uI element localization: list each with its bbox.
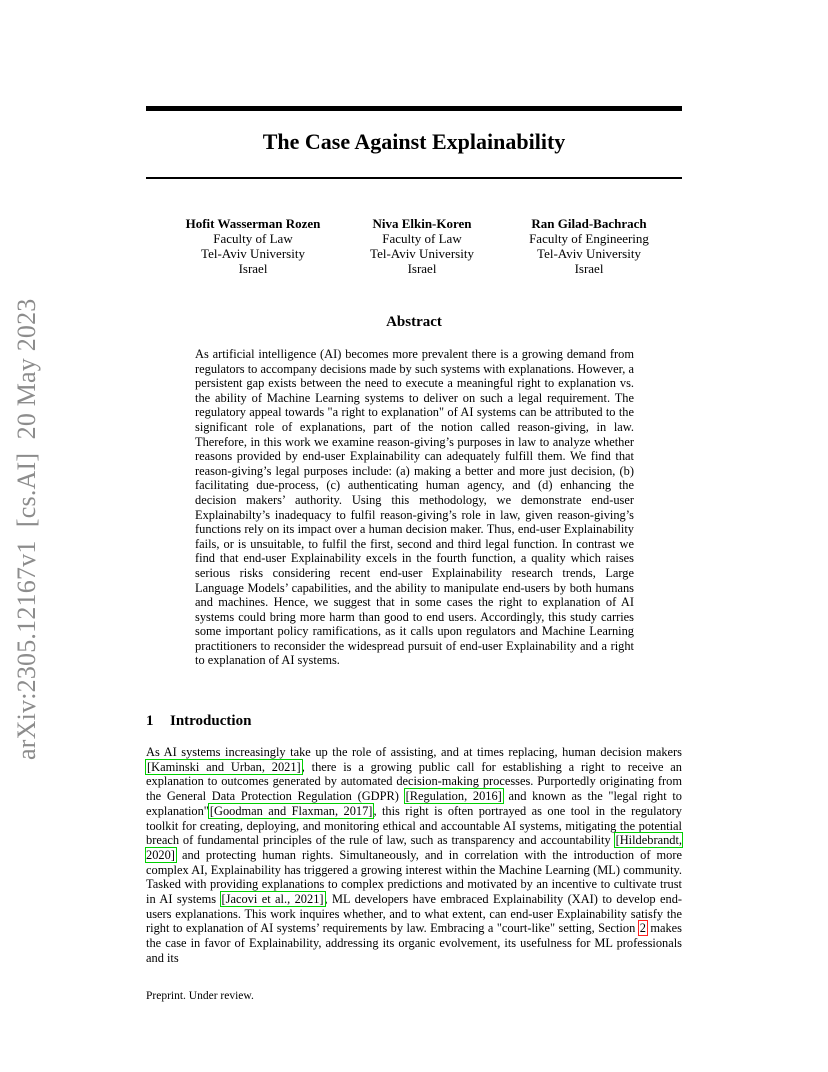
author-name: Hofit Wasserman Rozen xyxy=(185,216,321,231)
author-country: Israel xyxy=(238,261,268,276)
author-university: Tel-Aviv University xyxy=(201,246,305,261)
citation-link[interactable]: [Hildebrandt, 2020] xyxy=(146,833,682,862)
abstract-body: As artificial intelligence (AI) becomes more prevalent there is a growing demand from regulators to accompany decisions made by such systems with explanations. However, a persistent gap exists between the need to execute a meaningful right to explanation vs. the ability of Machine Learning systems to deliver on such a legal requirement. The regulatory appeal towards "a right to explanation" of AI systems can be attributed to the significant role of explanations, part of the notion called reason-giving, in law. Therefore, in this work we examine reason-giving’s purposes in law to analyze whether reasons provided by end-user Explainability can adequately fulfill them. We find that reason-giving’s legal purposes include: (a) making a better and more just decision, (b) facilitating due-process, (c) authenticating human agency, and (d) enhancing the decision makers’ authority. Using this methodology, we demonstrate end-user Explainabilty’s inadequacy to fulfil reason-giving’s role in law, given reason-giving’s functions rely on its impact over a human decision maker. Thus, end-user Explainability fails, or is unsuitable, to fulfil the first, second and third legal function. In contrast we find that end-user Explainability excels in the fourth function, a quality which raises serious risks considering recent end-user Explainability research trends, Large Language Models’ capabilities, and the ability to manipulate end-users by both humans and machines. Hence, we suggest that in some cases the right to explanation of AI systems could bring more harm than good to end users. Accordingly, this study carries some important policy ramifications, as it calls upon regulators and Machine Learning practitioners to reconsider the widespread pursuit of end-user Explainability and a right to explanation of AI systems. xyxy=(195,347,634,668)
intro-text: , ML developers have embraced Explainability (XAI) to develop end-users explanations. This work inquires whether, and to what extent, can end-user Explainability satisfy the right to explanation of AI systems’ requirements by law. Embracing a "court-like" setting, Section xyxy=(146,892,683,936)
arxiv-identifier-stamp[interactable]: arXiv:2305.12167v1 [cs.AI] 20 May 2023 xyxy=(12,298,41,760)
abstract-heading: Abstract xyxy=(386,314,442,330)
intro-text: , there is a growing public call for establishing a right to receive an explanation to outcomes generated by automated decision-making processes. Purportedly originating from the General Data Protection Regulation (GDPR) xyxy=(146,759,682,804)
section-heading-introduction xyxy=(146,713,251,730)
citation-link[interactable]: [Jacovi et al., 2021] xyxy=(221,892,324,907)
intro-text: As AI systems increasingly take up the role of assisting, and at times replacing, human decision makers xyxy=(146,745,682,759)
author-2 xyxy=(352,216,492,276)
author-country: Israel xyxy=(574,261,604,276)
section-number: 1 xyxy=(146,713,154,729)
title-top-rule xyxy=(146,106,682,111)
intro-text: , this right is often portrayed as one tool in the regulatory toolkit for creating, deploying, and monitoring ethical and accountable AI systems, mitigating the potential breach of fundamental principles of the rule of law, such as transparency and accountability xyxy=(146,803,682,848)
author-name: Niva Elkin-Koren xyxy=(372,216,472,231)
author-name: Ran Gilad-Bachrach xyxy=(531,216,647,231)
author-3 xyxy=(506,216,672,276)
citation-link[interactable]: [Kaminski and Urban, 2021] xyxy=(147,759,301,774)
section-reference-link[interactable]: 2 xyxy=(639,921,646,936)
author-university: Tel-Aviv University xyxy=(537,246,641,261)
author-university: Tel-Aviv University xyxy=(370,246,474,261)
citation-link[interactable]: [Goodman and Flaxman, 2017] xyxy=(209,803,373,818)
section-title: Introduction xyxy=(170,713,252,729)
intro-text: makes the case in favor of Explainability, addressing its organic evolvement, its usefulness for ML professionals and its xyxy=(146,921,682,965)
paper-title: The Case Against Explainability xyxy=(262,129,566,154)
title-bottom-rule xyxy=(146,177,682,179)
author-department: Faculty of Law xyxy=(213,231,293,246)
author-1 xyxy=(178,216,328,276)
intro-text: and protecting human rights. Simultaneously, and in correlation with the introduction of more complex AI, Explainability has triggered a growing interest within the Machine Learning (ML) community. Tasked with providing explanations to complex predictions and motivated by an incentive to cultivate trust in AI systems xyxy=(146,847,682,907)
author-department: Faculty of Law xyxy=(382,231,462,246)
preprint-footer: Preprint. Under review. xyxy=(146,990,254,1002)
intro-text: and known as the "legal right to explanation" xyxy=(146,789,682,818)
introduction-paragraph xyxy=(146,745,682,966)
citation-link[interactable]: [Regulation, 2016] xyxy=(405,789,502,804)
author-department: Faculty of Engineering xyxy=(529,231,649,246)
author-country: Israel xyxy=(407,261,437,276)
